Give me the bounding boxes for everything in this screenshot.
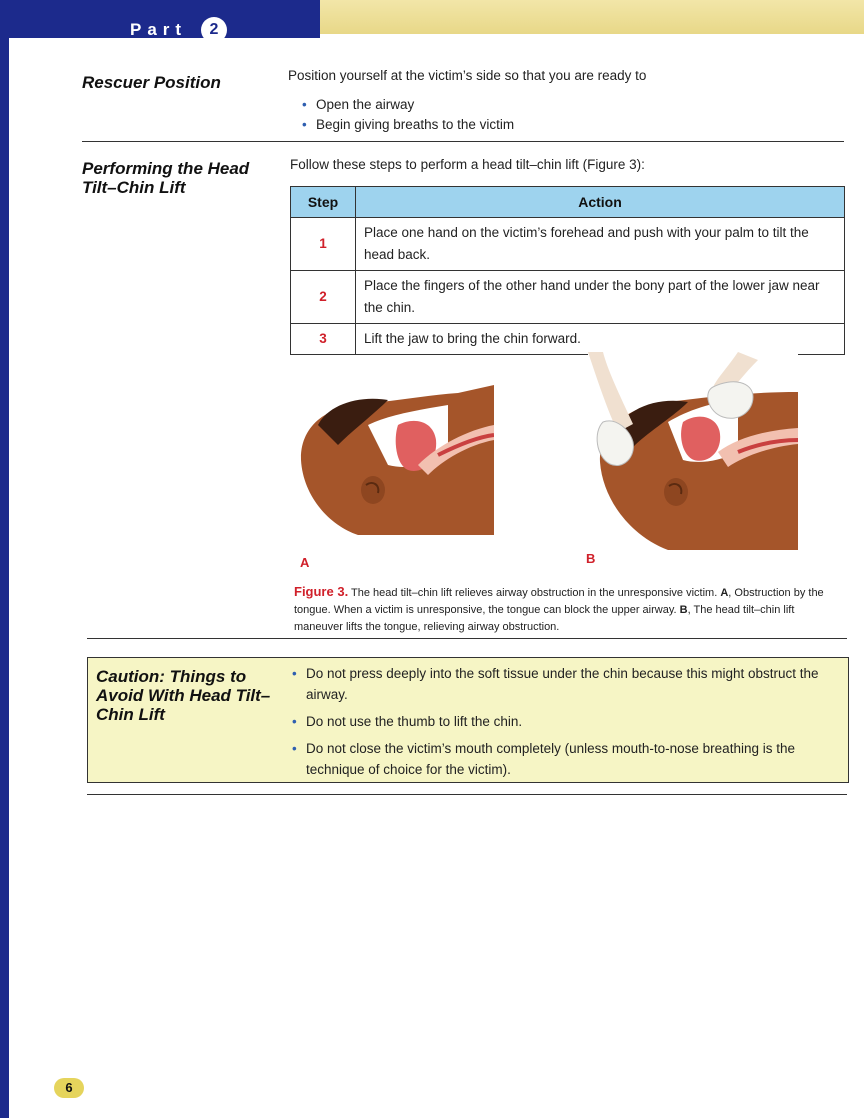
figure-caption-text: , Obstruction by the tongue. When a victim is unresponsive, the tongue can block the upper airway. xyxy=(294,587,824,616)
part-number-badge: 2 xyxy=(201,17,227,43)
page-number: 6 xyxy=(54,1078,84,1098)
step-action: Place the fingers of the other hand under the bony part of the lower jaw near the chin. xyxy=(356,271,845,324)
column-header-action: Action xyxy=(356,187,845,218)
list-item: • Do not use the thumb to lift the chin. xyxy=(292,711,840,732)
figure-caption-title: Figure 3. xyxy=(294,584,349,599)
step-action: Lift the jaw to bring the chin forward. xyxy=(356,324,845,355)
header-gold-band xyxy=(320,0,864,34)
figure-b-label: B xyxy=(586,551,596,566)
page-spine xyxy=(0,0,9,1118)
caution-box xyxy=(87,657,849,783)
section-divider xyxy=(82,141,844,142)
caution-list xyxy=(292,663,840,786)
step-action: Place one hand on the victim’s forehead and push with your palm to tilt the head back. xyxy=(356,218,845,271)
section-divider xyxy=(87,638,847,639)
rescuer-intro: Position yourself at the victim’s side so that you are ready to xyxy=(288,68,647,83)
head-tilt-intro: Follow these steps to perform a head tilt–chin lift (Figure 3): xyxy=(290,157,645,172)
figure-caption-b-mark: B xyxy=(679,604,688,616)
head-tilt-heading: Performing the Head Tilt–Chin Lift xyxy=(82,159,250,197)
table-row xyxy=(291,324,845,355)
list-item: • Open the airway xyxy=(302,97,514,112)
step-number: 2 xyxy=(291,271,356,324)
table-row xyxy=(291,271,845,324)
list-item: • Do not press deeply into the soft tissue under the chin because this might obstruct the airway. xyxy=(292,663,840,705)
rescuer-position-heading: Rescuer Position xyxy=(82,73,221,92)
part-label: Part xyxy=(130,20,188,39)
table-row xyxy=(291,218,845,271)
figure-caption-text: The head tilt–chin lift relieves airway obstruction in the unresponsive victim. xyxy=(348,587,721,599)
caution-heading: Caution: Things to Avoid With Head Tilt–Chin Lift xyxy=(96,667,271,724)
figure-caption xyxy=(294,583,839,636)
figure-a-illustration xyxy=(298,385,494,535)
figure-caption-a-mark: A xyxy=(720,587,729,599)
section-divider xyxy=(87,794,847,795)
figure-b-illustration xyxy=(588,352,798,550)
table-header-row xyxy=(291,187,845,218)
figure-a-label: A xyxy=(300,555,310,570)
list-item: • Begin giving breaths to the victim xyxy=(302,117,514,132)
column-header-step: Step xyxy=(291,187,356,218)
steps-table xyxy=(290,186,845,355)
figure-caption-text: , The head tilt–chin lift maneuver lifts the tongue, relieving airway obstruction. xyxy=(294,604,795,633)
step-number: 3 xyxy=(291,324,356,355)
rescuer-bullets xyxy=(302,97,514,137)
list-item: • Do not close the victim’s mouth completely (unless mouth-to-nose breathing is the technique of choice for the victim). xyxy=(292,738,840,780)
step-number: 1 xyxy=(291,218,356,271)
